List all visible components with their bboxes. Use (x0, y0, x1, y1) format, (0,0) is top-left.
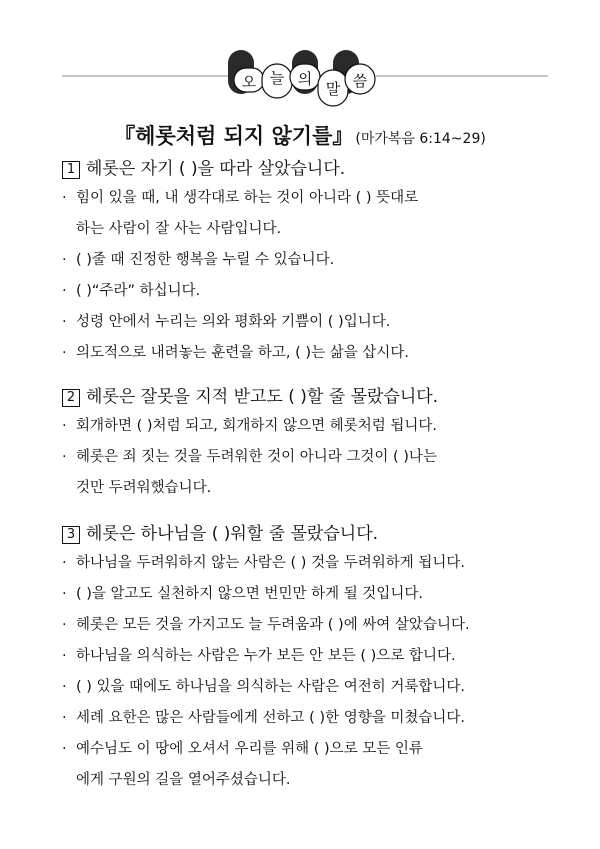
header-char-3: 의 (297, 70, 313, 88)
item-line: 예수님도 이 땅에 오셔서 우리를 위해 ( )으로 모든 인류 (76, 741, 423, 757)
list-item: · ( )줄 때 진정한 행복을 누릴 수 있습니다. (62, 252, 335, 268)
list-item: · ( )“주라” 하십니다. (62, 283, 201, 299)
item-line: ( )“주라” 하십니다. (76, 283, 201, 299)
list-item: · 헤롯은 모든 것을 가지고도 늘 두려움과 ( )에 싸여 살았습니다. (62, 617, 470, 633)
item-line: ( )을 알고도 실천하지 않으면 번민만 하게 될 것입니다. (76, 586, 423, 602)
section-heading (62, 155, 572, 183)
item-line: 것만 두려워했습니다. (76, 480, 212, 496)
header-char-4: 말 (325, 80, 341, 98)
item-line: 헤롯은 모든 것을 가지고도 늘 두려움과 ( )에 싸여 살았습니다. (76, 617, 470, 633)
list-item: · 세례 요한은 많은 사람들에게 선하고 ( )한 영향을 미쳤습니다. (62, 710, 465, 726)
sermon-title (0, 120, 600, 150)
section-heading-text: 헤롯은 자기 ( )을 따라 살았습니다. (86, 159, 346, 179)
item-line: 의도적으로 내려놓는 훈련을 하고, ( )는 삶을 삽시다. (76, 345, 409, 361)
section-heading (62, 520, 572, 548)
list-item: · 예수님도 이 땅에 오셔서 우리를 위해 ( )으로 모든 인류 에게 구원의 길을 열어주셨습니다. (62, 741, 423, 788)
list-item: · 힘이 있을 때, 내 생각대로 하는 것이 아니라 ( ) 뜻대로 하는 사람이 잘 사는 사람입니다. (62, 190, 419, 237)
header-char-1: 오 (241, 73, 257, 91)
header-char-5: 씀 (352, 72, 368, 90)
list-item: · 헤롯은 죄 짓는 것을 두려워한 것이 아니라 그것이 ( )나는 것만 두려워했습니다. (62, 449, 437, 496)
item-line: 하나님을 의식하는 사람은 누가 보든 안 보든 ( )으로 합니다. (76, 648, 456, 664)
section-heading-text: 헤롯은 하나님을 ( )워할 줄 몰랐습니다. (86, 524, 379, 544)
item-line: 힘이 있을 때, 내 생각대로 하는 것이 아니라 ( ) 뜻대로 (76, 190, 419, 206)
item-line: 하나님을 두려워하지 않는 사람은 ( ) 것을 두려워하게 됩니다. (76, 555, 465, 571)
list-item: · ( )을 알고도 실천하지 않으면 번민만 하게 될 것입니다. (62, 586, 423, 602)
section-number: 2 (62, 389, 80, 407)
header-char-2: 늘 (269, 69, 285, 87)
title-reference: (마가복음 6:14~29) (355, 131, 486, 147)
item-line: ( )줄 때 진정한 행복을 누릴 수 있습니다. (76, 252, 335, 268)
section-2 (62, 383, 572, 504)
section-number: 1 (62, 161, 80, 179)
item-line: 하는 사람이 잘 사는 사람입니다. (76, 221, 282, 237)
item-line: 에게 구원의 길을 열어주셨습니다. (76, 772, 291, 788)
item-line: 헤롯은 죄 짓는 것을 두려워한 것이 아니라 그것이 ( )나는 (76, 449, 437, 465)
title-main: 『헤롯처럼 되지 않기를』 (114, 124, 354, 148)
item-line: ( ) 있을 때에도 하나님을 의식하는 사람은 여전히 거룩합니다. (76, 679, 465, 695)
list-item: · 하나님을 두려워하지 않는 사람은 ( ) 것을 두려워하게 됩니다. (62, 555, 465, 571)
item-line: 성령 안에서 누리는 의와 평화와 기쁨이 ( )입니다. (76, 314, 391, 330)
section-3 (62, 520, 572, 796)
list-item: · ( ) 있을 때에도 하나님을 의식하는 사람은 여전히 거룩합니다. (62, 679, 465, 695)
section-heading (62, 383, 572, 411)
section-number: 3 (62, 526, 80, 544)
section-heading-text: 헤롯은 잘못을 지적 받고도 ( )할 줄 몰랐습니다. (86, 387, 439, 407)
list-item: · 하나님을 의식하는 사람은 누가 보든 안 보든 ( )으로 합니다. (62, 648, 456, 664)
item-line: 회개하면 ( )처럼 되고, 회개하지 않으면 헤롯처럼 됩니다. (76, 418, 437, 434)
section-1 (62, 155, 572, 369)
list-item: · 의도적으로 내려놓는 훈련을 하고, ( )는 삶을 삽시다. (62, 345, 409, 361)
list-item: · 성령 안에서 누리는 의와 평화와 기쁨이 ( )입니다. (62, 314, 391, 330)
item-line: 세례 요한은 많은 사람들에게 선하고 ( )한 영향을 미쳤습니다. (76, 710, 465, 726)
header-banner (0, 40, 600, 110)
list-item: · 회개하면 ( )처럼 되고, 회개하지 않으면 헤롯처럼 됩니다. (62, 418, 437, 434)
